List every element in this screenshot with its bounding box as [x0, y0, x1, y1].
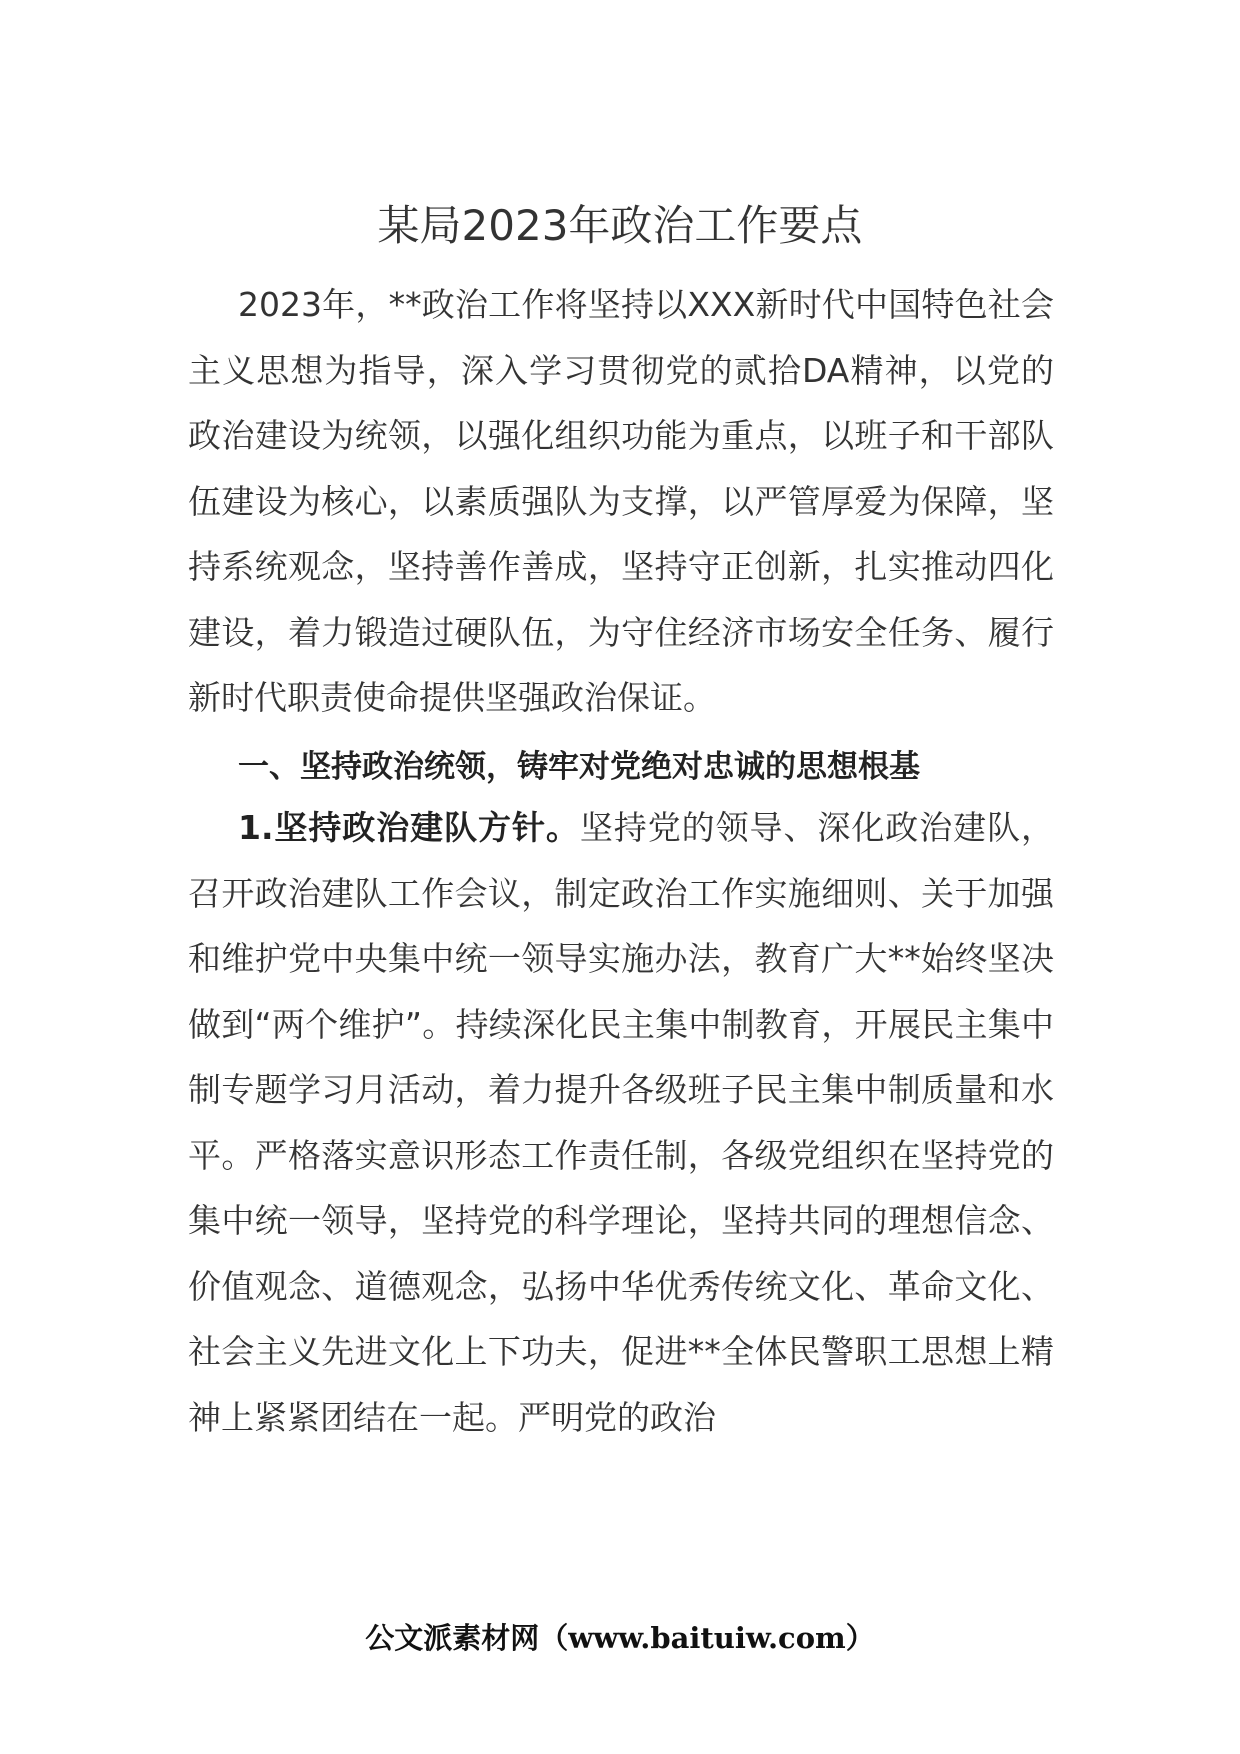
item-1-text: 坚持党的领导、深化政治建队，召开政治建队工作会议，制定政治工作实施细则、关于加强和维护党中央集中统一领导实施办法，教育广大**始终坚决做到“两个维护”。持续深化民主集中制教育，开展民主集中制专题学习月活动，着力提升各级班子民主集中制质量和水平。严格落实意识形态工作责任制，各级党组织在坚持党的集中统一领导，坚持党的科学理论，坚持共同的理想信念、价值观念、道德观念，弘扬中华优秀传统文化、革命文化、社会主义先进文化上下功夫，促进**全体民警职工思想上精神上紧紧团结在一起。严明党的政治: [188, 808, 1055, 1437]
item-1-paragraph: [188, 795, 1054, 1450]
intro-paragraph: [188, 272, 1054, 731]
source-watermark-footer: 公文派素材网（www.baituiw.com）: [365, 1621, 875, 1655]
section-heading-1: 一、坚持政治统领，铸牢对党绝对忠诚的思想根基: [238, 749, 920, 785]
document-title: 某局2023年政治工作要点: [377, 201, 863, 250]
intro-text: 2023年，**政治工作将坚持以XXX新时代中国特色社会主义思想为指导，深入学习贯彻党的贰拾DA精神，以党的政治建设为统领，以强化组织功能为重点，以班子和干部队伍建设为核心，以素质强队为支撑，以严管厚爱为保障，坚持系统观念，坚持善作善成，坚持守正创新，扎实推动四化建设，着力锻造过硬队伍，为守住经济市场安全任务、履行新时代职责使命提供坚强政治保证。: [188, 285, 1054, 717]
item-1-title: 1.坚持政治建队方针。: [238, 808, 580, 847]
